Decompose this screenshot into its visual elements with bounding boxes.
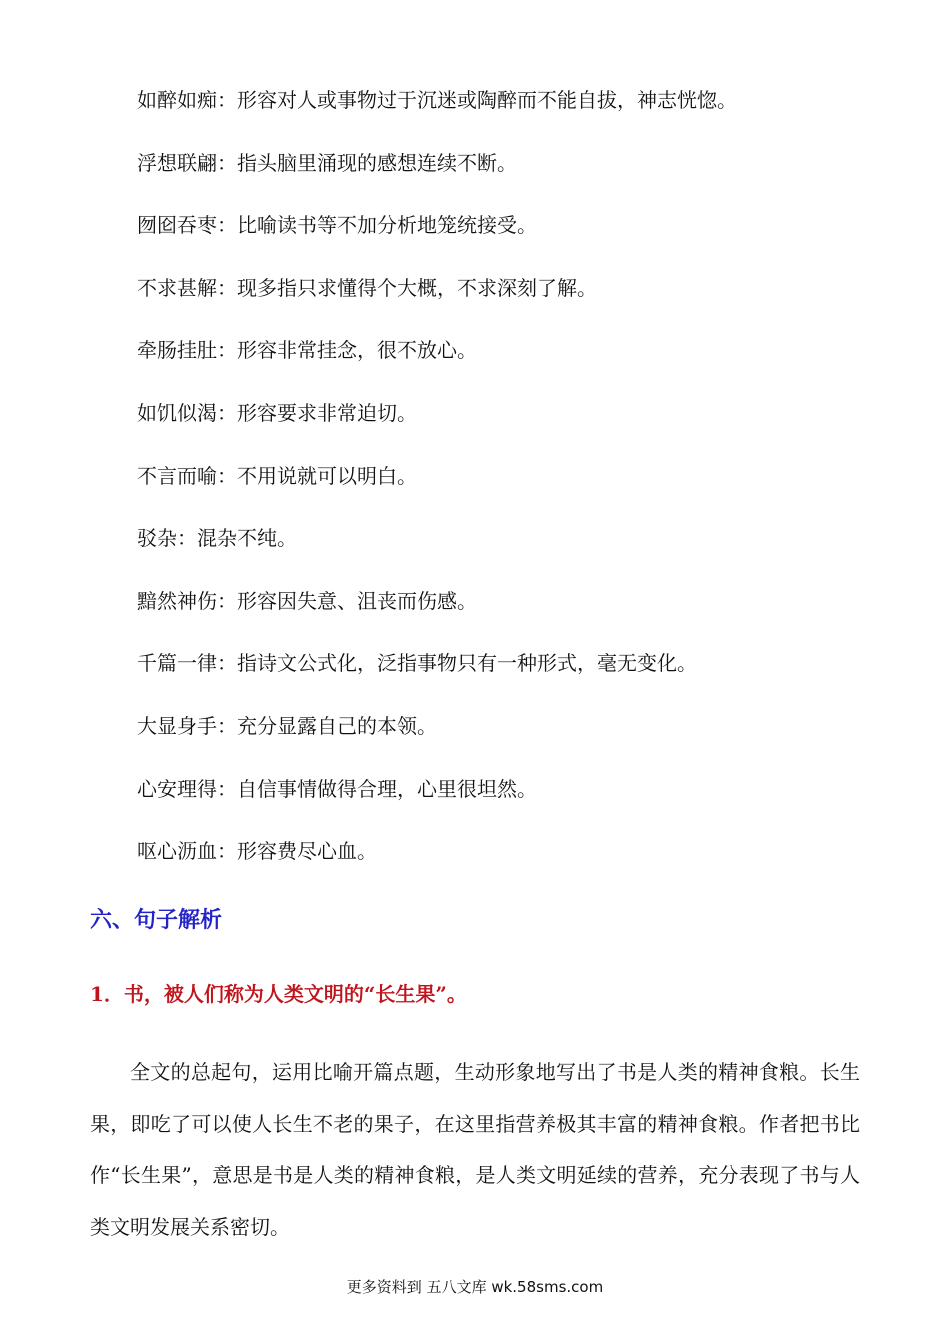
definition-term: 驳杂 [137, 526, 177, 551]
definition-term: 黯然神伤 [137, 588, 217, 613]
definition-term: 呕心沥血 [137, 839, 217, 864]
definition-meaning: 形容对人或事物过于沉迷或陶醉而不能自拔，神志恍惚。 [237, 88, 737, 112]
definition-meaning: 指头脑里涌现的感想连续不断。 [237, 150, 517, 175]
analysis-paragraph: 全文的总起句，运用比喻开篇点题，生动形象地写出了书是人类的精神食粮。长生果，即吃了可以使人长生不老的果子，在这里指营养极其丰富的精神食粮。作者把书比作“长生果”，意思是书是人类的精神食粮，是人类文明延续的营养，充分表现了书与人类文明发展关系密切。 [90, 1060, 860, 1239]
definition-separator: ： [217, 713, 237, 738]
definition-separator: ： [217, 588, 237, 613]
definition-separator: ： [217, 275, 237, 300]
definition-term: 如饥似渴 [137, 400, 217, 425]
definition-meaning: 指诗文公式化，泛指事物只有一种形式，毫无变化。 [237, 651, 697, 676]
definition-term: 牵肠挂肚 [137, 338, 217, 363]
definition-term: 不言而喻 [137, 463, 217, 488]
definition-meaning: 混杂不纯。 [197, 526, 297, 551]
definition-meaning: 形容因失意、沮丧而伤感。 [237, 588, 477, 613]
definition-item [137, 523, 877, 586]
definition-item [137, 398, 877, 461]
definition-meaning: 自信事情做得合理，心里很坦然。 [237, 776, 537, 801]
definition-item [137, 648, 877, 711]
section-heading: 六、句子解析 [90, 907, 223, 933]
definition-meaning: 现多指只求懂得个大概，不求深刻了解。 [237, 275, 597, 300]
definition-separator: ： [177, 526, 197, 551]
definition-term: 心安理得 [137, 776, 217, 801]
definition-item [137, 586, 877, 649]
definition-separator: ： [217, 651, 237, 676]
definition-term: 不求甚解 [137, 275, 217, 300]
definition-meaning: 比喻读书等不加分析地笼统接受。 [237, 213, 537, 238]
definition-separator: ： [217, 839, 237, 864]
definition-meaning: 充分显露自己的本领。 [237, 713, 437, 738]
definition-meaning: 不用说就可以明白。 [237, 463, 417, 488]
definition-term: 囫囵吞枣 [137, 213, 217, 238]
definition-separator: ： [217, 400, 237, 425]
definition-separator: ： [217, 213, 237, 238]
definition-item [137, 461, 877, 524]
definition-separator: ： [217, 463, 237, 488]
definition-item [137, 836, 877, 899]
sentence-title: 1．书，被人们称为人类文明的“长生果”。 [90, 982, 467, 1006]
definition-term: 如醉如痴 [137, 88, 217, 112]
definition-item [137, 335, 877, 398]
definition-item [137, 273, 877, 336]
definition-item [137, 148, 877, 211]
definition-list [137, 85, 877, 899]
definition-item [137, 711, 877, 774]
definition-item [137, 210, 877, 273]
definition-term: 大显身手 [137, 713, 217, 738]
definition-item [137, 774, 877, 837]
definition-separator: ： [217, 776, 237, 801]
footer-link-text[interactable]: 更多资料到 五八文库 wk.58sms.com [346, 1278, 604, 1296]
definition-meaning: 形容非常挂念，很不放心。 [237, 338, 477, 363]
definition-meaning: 形容费尽心血。 [237, 839, 377, 864]
definition-term: 浮想联翩 [137, 150, 217, 175]
definition-separator: ： [217, 150, 237, 175]
definition-meaning: 形容要求非常迫切。 [237, 400, 417, 425]
definition-separator: ： [217, 88, 237, 112]
definition-separator: ： [217, 338, 237, 363]
definition-term: 千篇一律 [137, 651, 217, 676]
definition-item [137, 85, 877, 148]
